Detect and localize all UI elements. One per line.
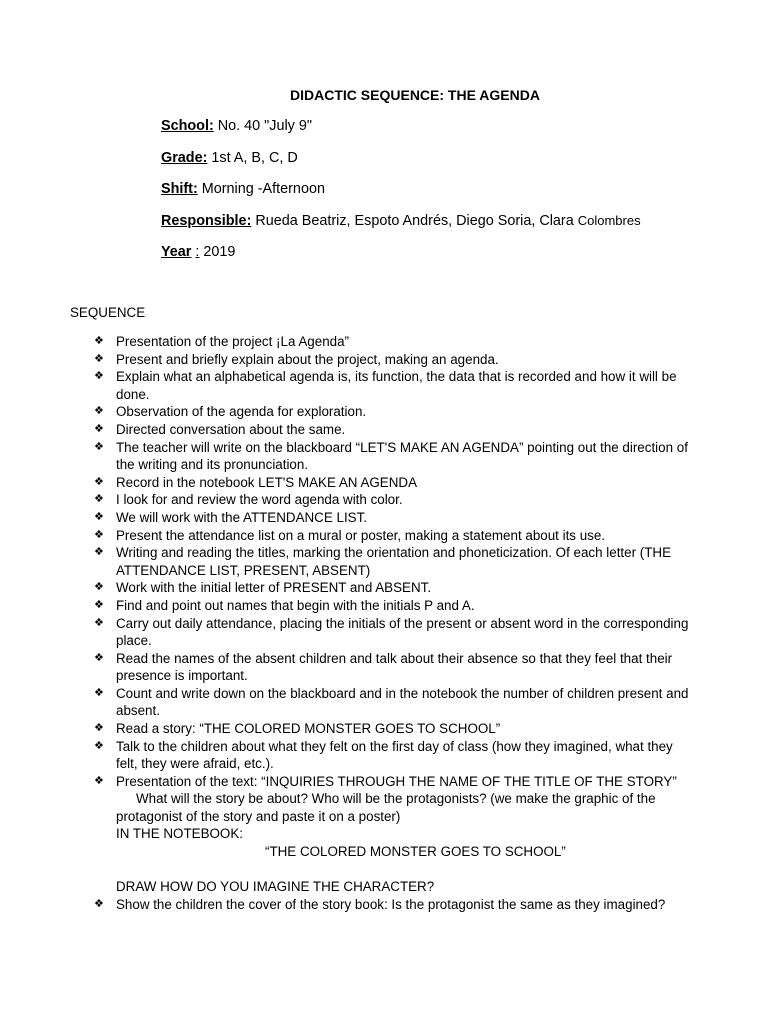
list-item — [0, 685, 696, 720]
diamond-bullet-icon: ❖ — [94, 686, 104, 699]
list-item-text: Presentation of the project ¡La Agenda” — [116, 334, 350, 349]
diamond-bullet-icon: ❖ — [94, 493, 104, 506]
list-item — [0, 597, 696, 615]
grade-label: Grade: — [161, 150, 208, 166]
list-item-text: Read a story: “THE COLORED MONSTER GOES TO SCHOOL” — [116, 721, 501, 737]
notebook-title: “THE COLORED MONSTER GOES TO SCHOOL” — [265, 843, 566, 859]
list-item-text: Presentation of the text: “INQUIRIES THROUGH THE NAME OF THE TITLE OF THE STORY” — [116, 773, 677, 789]
list-item-text: We will work with the ATTENDANCE LIST. — [116, 509, 368, 525]
list-item — [0, 720, 696, 738]
followup-question-line2: protagonist of the story and paste it on a poster) — [116, 808, 401, 824]
diamond-bullet-icon: ❖ — [94, 335, 104, 347]
followup-question-line1: What will the story be about? Who will be the protagonists? (we make the graphic of the — [136, 791, 656, 806]
grade-value: 1st A, B, C, D — [211, 150, 298, 166]
list-item — [0, 650, 696, 685]
diamond-bullet-icon: ❖ — [94, 581, 104, 594]
diamond-bullet-icon: ❖ — [94, 598, 104, 611]
responsible-label: Responsible: — [161, 213, 252, 229]
diamond-bullet-icon: ❖ — [94, 510, 104, 523]
draw-prompt: DRAW HOW DO YOU IMAGINE THE CHARACTER? — [116, 879, 435, 894]
diamond-bullet-icon: ❖ — [94, 422, 104, 435]
diamond-bullet-icon: ❖ — [94, 546, 104, 559]
list-item — [0, 474, 696, 492]
list-item — [0, 368, 696, 403]
year-separator: : — [195, 244, 200, 260]
diamond-bullet-icon: ❖ — [94, 528, 104, 541]
diamond-bullet-icon: ❖ — [94, 774, 104, 787]
shift-label: Shift: — [161, 181, 198, 197]
list-item — [0, 333, 696, 351]
school-value: No. 40 "July 9" — [217, 118, 312, 134]
list-item — [0, 527, 696, 545]
year-label: Year — [161, 244, 192, 260]
meta-school — [161, 118, 312, 134]
meta-responsible — [161, 213, 641, 229]
diamond-bullet-icon: ❖ — [94, 739, 104, 752]
list-item-text: Explain what an alphabetical agenda is, its function, the data that is recorded and how it will be done. — [116, 369, 677, 402]
diamond-bullet-icon: ❖ — [94, 352, 104, 365]
list-item-text: Count and write down on the blackboard and in the notebook the number of children present and absent. — [116, 685, 689, 719]
meta-shift — [161, 181, 325, 197]
list-item-text: Talk to the children about what they felt on the first day of class (how they imagined, what they felt, they were afraid, etc.). — [116, 738, 673, 772]
list-item-text: Record in the notebook LET'S MAKE AN AGENDA — [116, 474, 418, 490]
list-item — [0, 738, 696, 773]
list-item-text: Read the names of the absent children and talk about their absence so that they feel that their presence is important. — [116, 650, 673, 684]
sequence-list-continued — [0, 896, 768, 914]
diamond-bullet-icon: ❖ — [94, 651, 104, 664]
diamond-bullet-icon: ❖ — [94, 897, 104, 910]
list-item-text: Work with the initial letter of PRESENT and ABSENT. — [116, 580, 432, 596]
meta-grade — [161, 150, 298, 166]
list-item — [0, 896, 696, 914]
list-item-text: The teacher will write on the blackboard “LET'S MAKE AN AGENDA” pointing out the direction of the writing and its pronunciation. — [116, 439, 688, 473]
list-item-text: Directed conversation about the same. — [116, 421, 346, 437]
list-item — [0, 615, 696, 650]
responsible-value: Rueda Beatriz, Espoto Andrés, Diego Soria, Clara — [255, 213, 574, 229]
list-item — [0, 544, 696, 579]
responsible-value-small: Colombres — [577, 213, 641, 228]
list-item-text: I look for and review the word agenda with color. — [116, 492, 403, 508]
list-item — [0, 403, 696, 421]
diamond-bullet-icon: ❖ — [94, 722, 104, 735]
diamond-bullet-icon: ❖ — [94, 405, 104, 418]
list-item-text: Present and briefly explain about the project, making an agenda. — [116, 351, 499, 367]
year-value: 2019 — [203, 244, 236, 260]
list-item-text: Find and point out names that begin with the initials P and A. — [116, 597, 475, 613]
list-item-text: Carry out daily attendance, placing the initials of the present or absent word in the corresponding place. — [116, 615, 689, 649]
list-item — [0, 509, 696, 527]
diamond-bullet-icon: ❖ — [94, 440, 104, 453]
meta-year — [161, 244, 235, 260]
diamond-bullet-icon: ❖ — [94, 616, 104, 629]
notebook-label: IN THE NOTEBOOK: — [116, 826, 243, 842]
diamond-bullet-icon: ❖ — [94, 370, 104, 383]
diamond-bullet-icon: ❖ — [94, 475, 104, 488]
list-item-text: Observation of the agenda for exploration. — [116, 404, 367, 420]
list-item-text: Show the children the cover of the story book: Is the protagonist the same as they imagined? — [116, 896, 666, 912]
list-item — [0, 579, 696, 597]
list-item — [0, 421, 696, 439]
school-label: School: — [161, 118, 214, 134]
list-item — [0, 439, 696, 474]
list-item-text: Present the attendance list on a mural or poster, making a statement about its use. — [116, 527, 606, 543]
shift-value: Morning -Afternoon — [201, 181, 325, 197]
list-item-text: Writing and reading the titles, marking the orientation and phoneticization. Of each letter (THE ATTENDANCE LIST, PRESENT, ABSENT) — [116, 545, 672, 578]
list-item — [0, 491, 696, 509]
list-item — [0, 351, 696, 369]
sequence-heading: SEQUENCE — [70, 305, 146, 320]
list-item — [0, 773, 696, 791]
document-title: DIDACTIC SEQUENCE: THE AGENDA — [290, 87, 540, 103]
sequence-list — [0, 333, 768, 790]
